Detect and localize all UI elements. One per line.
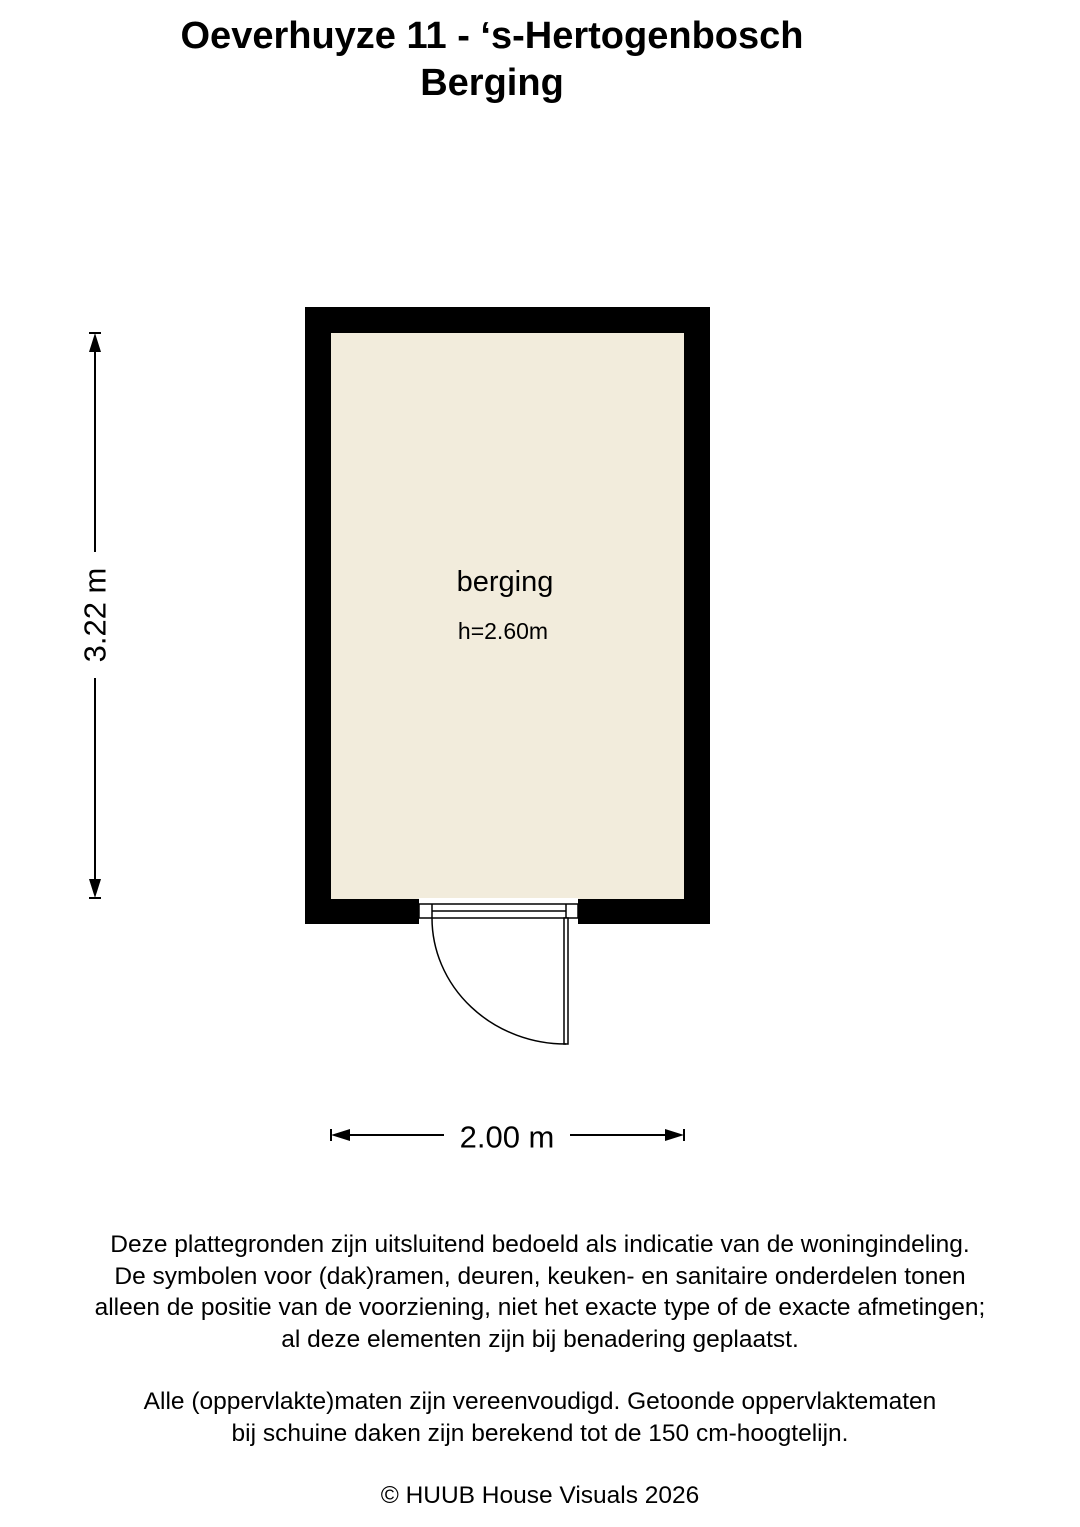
room-height-label: h=2.60m [457, 618, 549, 644]
room-name-label: berging [456, 566, 554, 598]
room-floor [331, 333, 684, 899]
copyright-notice: © HUUB House Visuals 2026 [380, 1482, 700, 1509]
door-swing-arc [432, 918, 566, 1044]
disclaimer-line: Deze plattegronden zijn uitsluitend bedoeld als indicatie van de woningindeling. [110, 1231, 970, 1258]
page-subtitle: Berging [420, 62, 564, 104]
disclaimer-line: alleen de positie van de voorziening, niet het exacte type of de exacte afmetingen; [94, 1294, 986, 1321]
page-title: Oeverhuyze 11 - ‘s-Hertogenbosch [180, 15, 804, 57]
disclaimer-line: De symbolen voor (dak)ramen, deuren, keuken- en sanitaire onderdelen tonen [114, 1262, 966, 1290]
door-leaf [564, 918, 568, 1044]
disclaimer-line: al deze elementen zijn bij benadering geplaatst. [281, 1325, 799, 1353]
disclaimer-line: bij schuine daken zijn berekend tot de 150 cm-hoogtelijn. [231, 1419, 849, 1447]
disclaimer-paragraph-1 [0, 1229, 1080, 1355]
horizontal-dimension-label: 2.00 m [459, 1119, 555, 1155]
vertical-dimension-label: 3.22 m [77, 567, 113, 663]
disclaimer-paragraph-2 [0, 1386, 1080, 1449]
disclaimer-line: Alle (oppervlakte)maten zijn vereenvoudigd. Getoonde oppervlaktematen [143, 1388, 937, 1415]
